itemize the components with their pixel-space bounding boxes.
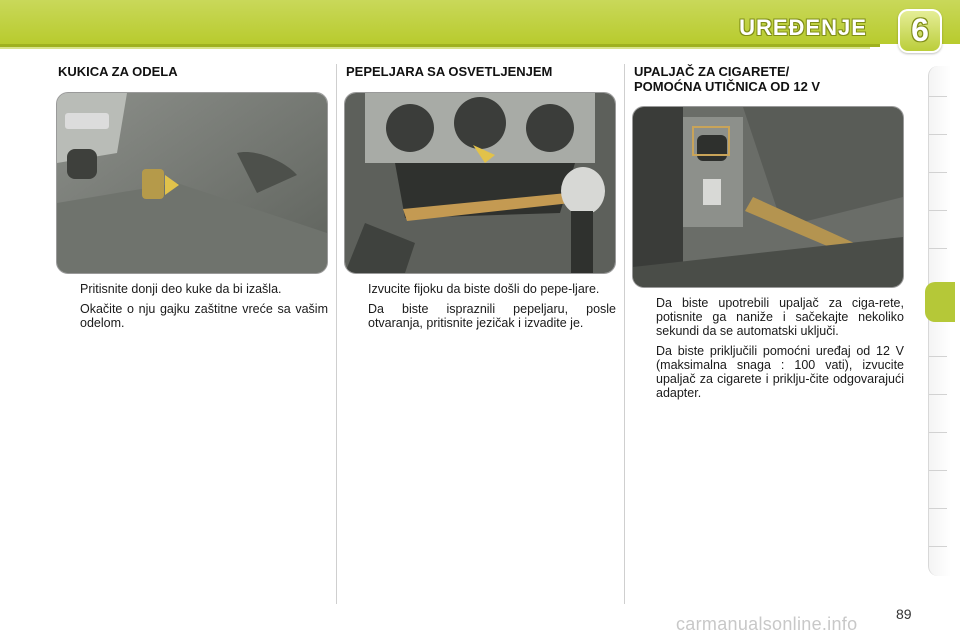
rail-tick (929, 546, 947, 547)
chapter-title-box (728, 12, 878, 42)
coat-hook-photo (56, 92, 328, 274)
page-header (0, 0, 960, 52)
header-stripe-light (0, 47, 870, 49)
list-item (58, 302, 328, 330)
rail-tick (929, 508, 947, 509)
rail-tick (929, 394, 947, 395)
chapter-number: 6 (911, 12, 929, 48)
list-item (58, 282, 328, 296)
rail-tick (929, 432, 947, 433)
rail-tick (929, 172, 947, 173)
heading-line: UPALJAČ ZA CIGARETE/ (634, 64, 790, 79)
list-item (634, 296, 904, 338)
column-divider (336, 64, 337, 604)
instruction-text: Da biste priključili pomoćni uređaj od 12 V (maksimalna snaga : 100 vati), izvucite upaljač za cigarete i priklju-čite odgovarajući adapter. (656, 344, 904, 400)
ashtray-photo (344, 92, 616, 274)
heading-line: POMOĆNA UTIČNICA OD 12 V (634, 79, 821, 94)
chapter-title: UREĐENJE (739, 15, 867, 40)
instruction-text: Okačite o nju gajku zaštitne vreće sa vašim odelom. (80, 302, 328, 330)
rail-tick (929, 470, 947, 471)
active-chapter-tab[interactable] (925, 282, 955, 322)
column-divider (624, 64, 625, 604)
rail-tick (929, 248, 947, 249)
instruction-text: Pritisnite donji deo kuke da bi izašla. (80, 282, 282, 296)
list-item (346, 282, 616, 296)
page-number: 89 (896, 606, 912, 622)
rail-tick (929, 134, 947, 135)
coat-hook-instructions (58, 282, 328, 336)
instruction-text: Da biste ispraznili pepeljaru, posle otvaranja, pritisnite jezičak i izvadite je. (368, 302, 616, 330)
list-item (346, 302, 616, 330)
instruction-text: Izvucite fijoku da biste došli do pepe-ljare. (368, 282, 600, 296)
rail-tick (929, 96, 947, 97)
section-heading-ashtray: PEPELJARA SA OSVETLJENJEM (346, 64, 553, 79)
lighter-instructions (634, 296, 904, 406)
ashtray-instructions (346, 282, 616, 336)
rail-tick (929, 356, 947, 357)
cigarette-lighter-photo (632, 106, 904, 288)
instruction-text: Da biste upotrebili upaljač za ciga-rete, potisnite ga naniže i sačekajte nekoliko sekundi da se automatski uključi. (656, 296, 904, 338)
section-heading-lighter (634, 64, 820, 94)
chapter-tab-rail (928, 66, 951, 576)
watermark: carmanualsonline.info (676, 614, 858, 634)
rail-tick (929, 210, 947, 211)
chapter-number-badge (898, 9, 942, 53)
section-heading-coat-hook: KUKICA ZA ODELA (58, 64, 178, 79)
list-item (634, 344, 904, 400)
